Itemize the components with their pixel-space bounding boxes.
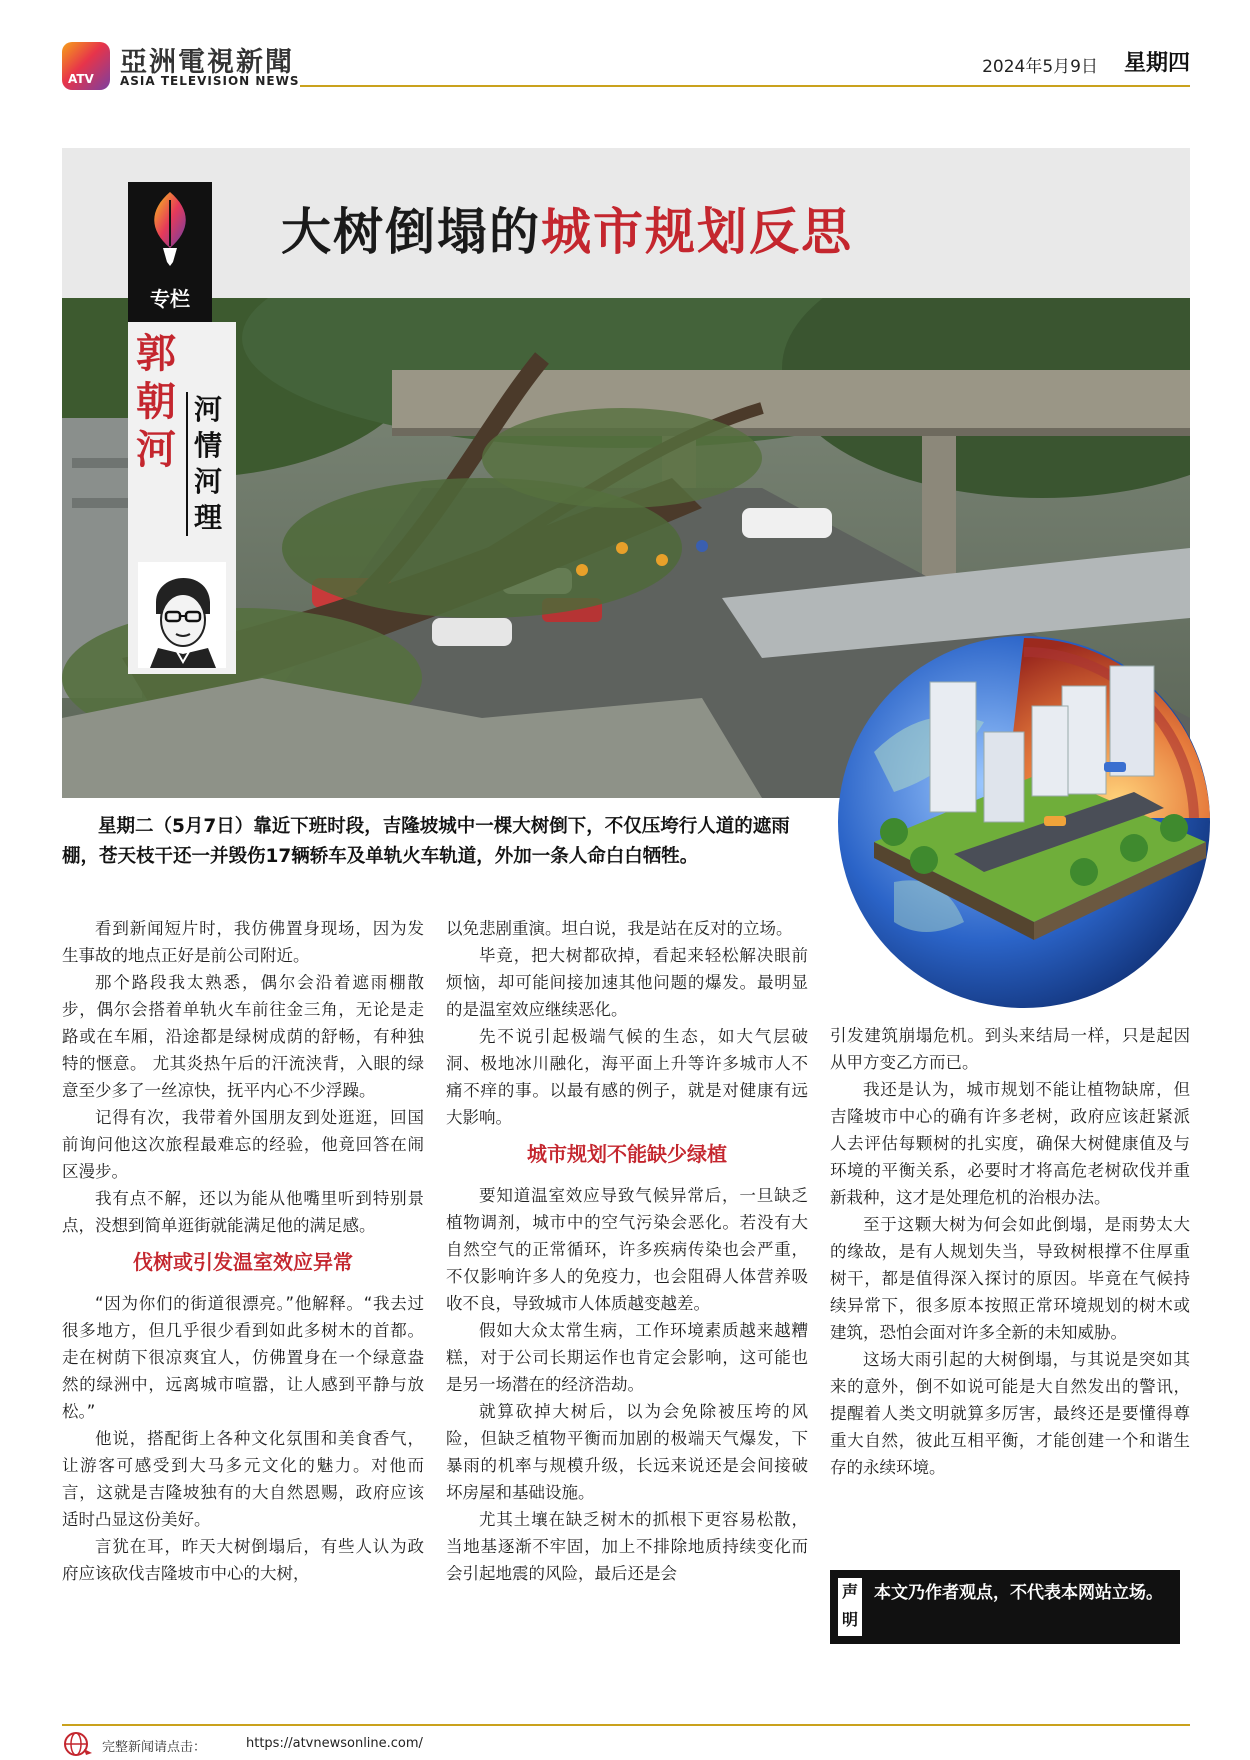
paragraph: 我还是认为，城市规划不能让植物缺席，但吉隆坡市中心的确有许多老树，政府应该赶紧派人去评估每颗树的扎实度，确保大树健康值及与环境的平衡关系，必要时才将高危老树砍伐并重新栽种，这才是处理危机的治根办法。 [830, 1080, 1190, 1207]
title-banner [62, 148, 1190, 298]
article-column-2 [446, 915, 808, 1587]
author-name: 郭 朝 河 [136, 330, 176, 473]
paragraph: 毕竟，把大树都砍掉，看起来轻松解决眼前烦恼，却可能间接加速其他问题的爆发。最明显的是温室效应继续恶化。 [446, 946, 808, 1019]
disclaimer-tag: 声明 [838, 1578, 862, 1636]
paragraph: 我有点不解，还以为能从他嘴里听到特别景点，没想到简单逛街就能满足他的满足感。 [62, 1189, 424, 1235]
news-globe-icon [62, 1731, 94, 1757]
paragraph: 以免悲剧重演。坦白说，我是站在反对的立场。 [446, 919, 793, 938]
paragraph: 要知道温室效应导致气候异常后，一旦缺乏植物调剂，城市中的空气污染会恶化。若没有大自然空气的正常循环，许多疾病传染也会严重，不仅影响许多人的免疫力，也会阻碍人体营养吸收不良，导致城市人体质越变越差。 [446, 1186, 808, 1313]
paragraph: 那个路段我太熟悉，偶尔会沿着遮雨棚散步，偶尔会搭着单轨火车前往金三角，无论是走路或在车厢，沿途都是绿树成荫的舒畅，有种独特的惬意。 尤其炎热午后的汗流浃背，入眼的绿意至少多了一丝凉快，抚平内心不少浮躁。 [62, 973, 424, 1100]
quill-pen-icon [143, 190, 197, 268]
disclaimer-text: 本文乃作者观点，不代表本网站立场。 [874, 1583, 1163, 1603]
paragraph: 至于这颗大树为何会如此倒塌，是雨势太大的缘故，是有人规划失当，导致树根撑不住厚重树干，都是值得深入探讨的原因。毕竟在气候持续异常下，很多原本按照正常环境规划的树木或建筑，恐怕会面对许多全新的未知威胁。 [830, 1215, 1190, 1342]
footer-link[interactable]: https://atvnewsonline.com/ [246, 1736, 423, 1751]
paragraph: 先不说引起极端气候的生态，如大气层破洞、极地冰川融化，海平面上升等许多城市人不痛不痒的事。以最有感的例子，就是对健康有远大影响。 [446, 1027, 808, 1127]
paragraph: 就算砍掉大树后，以为会免除被压垮的风险，但缺乏植物平衡而加剧的极端天气爆发，下暴雨的机率与规模升级，长远来说还是会间接破坏房屋和基础设施。 [446, 1402, 808, 1502]
column-name: 河 情 河 理 [186, 392, 228, 536]
article-column-3 [830, 1022, 1190, 1481]
article-column-1 [62, 915, 424, 1587]
brand-name-cn: 亞洲電視新聞 [120, 47, 294, 78]
atv-logo-icon[interactable]: ATV [62, 42, 110, 90]
column-label: 专栏 [150, 287, 190, 311]
paragraph: “因为你们的街道很漂亮。”他解释。“我去过很多地方，但几乎很少看到如此多树木的首都。走在树荫下很凉爽宜人，仿佛置身在一个绿意盎然的绿洲中，远离城市喧嚣，让人感到平静与放松。” [62, 1294, 424, 1421]
paragraph: 引发建筑崩塌危机。到头来结局一样，只是起因从甲方变乙方而已。 [830, 1026, 1190, 1072]
subheading: 伐树或引发温室效应异常 [133, 1250, 353, 1274]
author-portrait [138, 562, 226, 668]
publish-date: 2024年5月9日 [982, 57, 1098, 77]
footer-label: 完整新闻请点击： [102, 1740, 207, 1755]
author-panel [128, 322, 236, 674]
masthead [62, 40, 1190, 92]
paragraph: 记得有次，我带着外国朋友到处逛逛，回国前询问他这次旅程最难忘的经验，他竟回答在闹区漫步。 [62, 1108, 424, 1181]
publish-weekday: 星期四 [1123, 51, 1190, 76]
paragraph: 尤其土壤在缺乏树木的抓根下更容易松散，当地基逐渐不牢固，加上不排除地质持续变化而会引起地震的风险，最后还是会 [446, 1510, 808, 1583]
article-lead: 星期二（5月7日）靠近下班时段，吉隆坡城中一棵大树倒下，不仅压垮行人道的遮雨棚，苍天枝干还一并毁伤17辆轿车及单轨火车轨道，外加一条人命白白牺牲。 [62, 816, 790, 867]
footer-divider [62, 1724, 1190, 1726]
article-title: 大树倒塌的城市规划反思 [281, 203, 853, 261]
paragraph: 言犹在耳，昨天大树倒塌后，有些人认为政府应该砍伐吉隆坡市中心的大树， [62, 1537, 424, 1583]
column-badge [128, 182, 212, 322]
disclaimer-box [830, 1570, 1180, 1644]
brand-name-en: ASIA TELEVISION NEWS [120, 74, 300, 88]
globe-city-icon [834, 622, 1216, 1018]
header-divider [300, 85, 1190, 87]
paragraph: 看到新闻短片时，我仿佛置身现场，因为发生事故的地点正好是前公司附近。 [62, 919, 424, 965]
paragraph: 这场大雨引起的大树倒塌，与其说是突如其来的意外，倒不如说可能是大自然发出的警讯，提醒着人类文明就算多厉害，最终还是要懂得尊重大自然，彼此互相平衡，才能创建一个和谐生存的永续环境。 [830, 1350, 1190, 1477]
subheading: 城市规划不能缺少绿植 [527, 1142, 727, 1166]
paragraph: 假如大众太常生病，工作环境素质越来越糟糕，对于公司长期运作也肯定会影响，这可能也是另一场潜在的经济浩劫。 [446, 1321, 808, 1394]
paragraph: 他说，搭配街上各种文化氛围和美食香气，让游客可感受到大马多元文化的魅力。对他而言，这就是吉隆坡独有的大自然恩赐，政府应该适时凸显这份美好。 [62, 1429, 424, 1529]
